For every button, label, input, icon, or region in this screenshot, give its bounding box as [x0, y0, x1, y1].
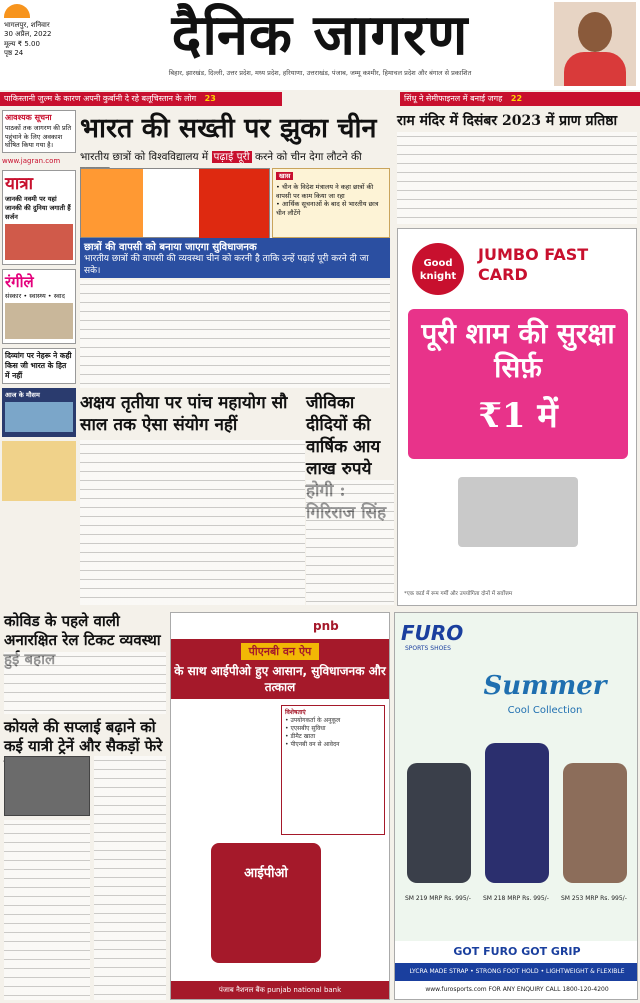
left-column — [2, 110, 76, 605]
jeevika-body-text — [306, 480, 394, 605]
furo-website[interactable]: www.furosports.com FOR ANY ENQUIRY CALL 1800-120-4200 — [395, 981, 638, 999]
pnb-footer: पंजाब नैशनल बैंक punjab national bank — [171, 981, 389, 999]
pnb-logo: pnb — [313, 619, 339, 633]
rail-ticket-body-text — [4, 652, 166, 714]
lead-band — [80, 238, 390, 278]
ticker-left[interactable] — [0, 92, 282, 106]
jagran-sun-logo-icon — [4, 4, 30, 18]
rangi-sub: संस्कार • स्वास्थ्य • स्वाद — [5, 292, 65, 301]
coal-body-text-2 — [4, 820, 90, 1000]
lead-subhead-a: भारतीय छात्रों को विश्वविद्यालय में — [80, 151, 209, 163]
pnb-phone-label: आईपीओ — [244, 866, 288, 881]
key-points-text: • चीन के विदेश मंत्रालय ने कहा छात्रों की वापसी पर काम किया जा रहा • आर्थिक सूचनाओं के बाद से भारतीय छात्र चीन लौटेंगे — [276, 182, 379, 218]
sports-photo — [554, 2, 636, 86]
furo-features: LYCRA MADE STRAP • STRONG FOOT HOLD • LIGHTWEIGHT & FLEXIBLE — [395, 963, 638, 981]
furo-mrp-2: SM 218 MRP Rs. 995/- — [483, 895, 549, 902]
ticker-left-page: 23 — [204, 94, 216, 103]
lead-band-title: छात्रों की वापसी को बनाया जाएगा सुविधाजनक — [84, 242, 257, 253]
furo-slogan: GOT FURO GOT GRIP — [395, 941, 638, 963]
pnb-ad[interactable] — [170, 612, 390, 1000]
page-count: पृष्ठ 24 — [4, 49, 24, 58]
sandal-3-image — [563, 763, 627, 883]
akshaya-body-text — [80, 440, 305, 605]
furo-mrp-1: SM 219 MRP Rs. 995/- — [405, 895, 471, 902]
mosquito-card-device-image — [458, 477, 578, 547]
china-flag-image — [199, 169, 269, 239]
akshaya-headline[interactable]: अक्षय तृतीया पर पांच महायोग सौ साल तक ऐसा संयोग नहीं — [80, 393, 288, 435]
edition-city: भागलपुर, शनिवार — [4, 21, 50, 29]
lead-band-text: भारतीय छात्रों की वापसी की व्यवस्था चीन को करनी है ताकि उन्हें पढ़ाई पूरी करने दी जा सके। — [84, 254, 369, 276]
rangi-box[interactable] — [2, 269, 76, 344]
yatra-title: यात्रा — [5, 173, 34, 194]
jeevika-headline[interactable]: जीविका दीदियों की वार्षिक आय लाख रुपये — [306, 393, 381, 479]
weather-image — [5, 402, 73, 432]
sidebar-story[interactable] — [2, 348, 76, 384]
sidebar-story-text: दिव्यांग पर नेहरू ने कही किस जी भारत के हित में नहीं — [5, 350, 72, 381]
masthead — [0, 0, 640, 90]
price: मूल्य ₹ 5.00 — [4, 39, 40, 48]
pnb-banner — [171, 639, 389, 699]
headline-ticker — [0, 92, 640, 106]
ram-headline[interactable]: राम मंदिर में दिसंबर 2023 में प्राण प्रतिष्ठा — [397, 113, 618, 129]
player-face-image — [578, 12, 612, 52]
coal-body-text — [94, 756, 166, 1000]
temple-image — [5, 224, 73, 260]
ram-body-text — [397, 132, 637, 224]
pnb-features-list: • उपयोगकर्ता के अनुकूल • एएसबीए सुविधा • डीमैट खाता • पीएनबी वन से आवेदन — [285, 717, 341, 749]
sandal-2-image — [485, 743, 549, 883]
side-ad-image — [2, 441, 76, 501]
goodknight-product: JUMBO FAST CARD — [478, 245, 589, 284]
weather-box — [2, 388, 76, 437]
lead-body-text — [80, 280, 390, 388]
notice-box — [2, 110, 76, 153]
furo-logo: FURO — [401, 621, 464, 645]
pnb-phone-image — [211, 843, 321, 963]
notice-title: आवश्यक सूचना — [5, 113, 52, 122]
rangi-image — [5, 303, 73, 339]
furo-ad[interactable] — [394, 612, 638, 1000]
pnb-headline: के साथ आईपीओ हुए आसान, सुविधाजनक और तत्काल — [174, 664, 386, 694]
pnb-features — [281, 705, 385, 835]
ticker-right-page: 22 — [510, 94, 523, 103]
goodknight-logo: Good knight — [412, 243, 464, 295]
furo-summer: Summer — [483, 671, 607, 701]
editions-line: बिहार, झारखंड, दिल्ली, उत्तर प्रदेश, मध्य प्रदेश, हरियाणा, उत्तराखंड, पंजाब, जम्मू कश्मीर, हिमाचल प्रदेश और बंगाल से प्रकाशित — [168, 69, 472, 77]
yatra-box[interactable] — [2, 170, 76, 265]
furo-cool: Cool Collection — [507, 705, 583, 716]
masthead-meta — [4, 4, 82, 59]
ticker-right-text: सिंधू ने सेमीफाइनल में बनाई जगह — [404, 94, 503, 103]
goodknight-price: ₹1 में — [478, 396, 558, 436]
rangi-title: रंगीले — [5, 272, 34, 291]
furo-mrp-3: SM 253 MRP Rs. 995/- — [561, 895, 627, 902]
key-points-box — [272, 168, 390, 238]
goodknight-ad[interactable] — [397, 228, 637, 606]
weather-title: आज के मौसम — [5, 391, 40, 400]
goodknight-tagline: पूरी शाम की सुरक्षा सिर्फ़ — [421, 317, 615, 384]
goodknight-footer: *एक कार्ड में रूम गर्मी और उपयोगिता दोनों में सर्वोत्तम — [404, 591, 513, 597]
india-china-flags-image — [80, 168, 270, 238]
lead-subhead-mark: पढ़ाई पूरी — [213, 151, 250, 163]
yatra-text: जानकी नवमी पर यहां जानकी की दुनिया जगाती हैं सर्जन — [5, 195, 71, 221]
rail-ticket-headline[interactable]: कोविड के पहले वाली अनारक्षित रेल टिकट व्यवस्था — [4, 612, 161, 649]
ticker-left-text: पाकिस्तानी जुल्म के कारण अपनी कुर्बानी दे रहे बलूचिस्तान के लोग — [4, 94, 197, 103]
ticker-right[interactable] — [400, 92, 640, 106]
edition-date: 30 अप्रैल, 2022 — [4, 30, 52, 39]
sandal-1-image — [407, 763, 471, 883]
train-photo — [4, 756, 90, 816]
newspaper-title: दैनिक जागरण — [171, 2, 469, 68]
goodknight-shield — [408, 309, 628, 459]
pnb-top-bar — [171, 613, 389, 639]
coal-headline[interactable]: कोयले की सप्लाई बढ़ाने को कई यात्री ट्रेनें और सैकड़ों फेरे — [4, 718, 163, 755]
pnb-badge: पीएनबी वन ऐप — [241, 643, 320, 660]
furo-sub: SPORTS SHOES — [405, 645, 451, 652]
lead-subhead-b: करने को चीन देगा लौटने की — [254, 151, 362, 163]
key-points-title: खास — [276, 172, 293, 180]
notice-text: पाठकों तक जागरण की प्रति पहुंचाने के लिए अवकाश घोषित किया गया है। — [5, 123, 72, 150]
website[interactable]: www.jagran.com — [2, 157, 61, 166]
player-shirt-image — [564, 52, 626, 86]
pnb-features-title: विशेषताएं — [285, 709, 306, 716]
lead-headline[interactable]: भारत की सख्ती पर झुका चीन — [80, 113, 377, 144]
